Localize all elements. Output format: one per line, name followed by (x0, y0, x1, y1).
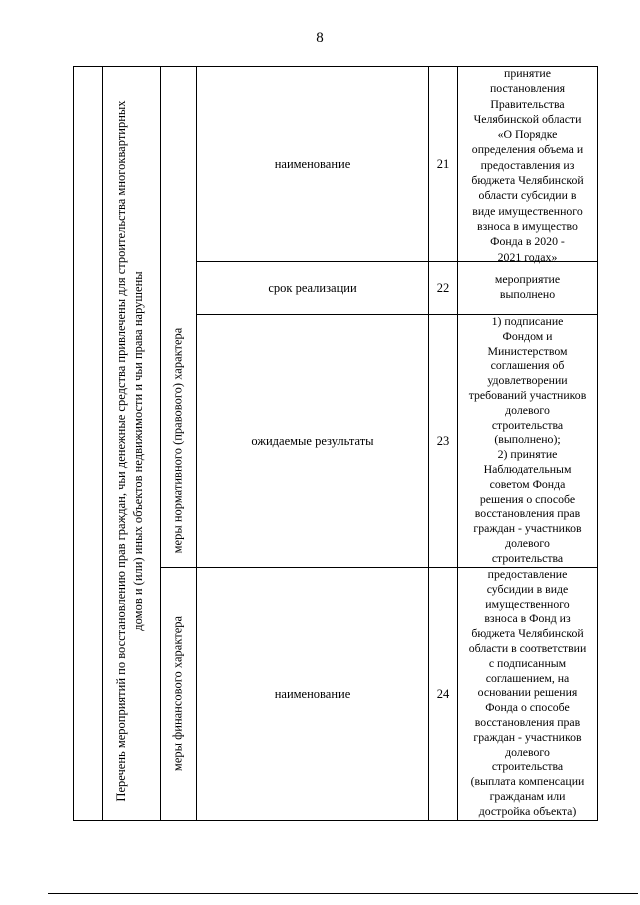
group-label-financial: меры финансового характера (170, 615, 185, 772)
row-21-value: принятие постановления Правительства Челябинской области «О Порядке определения объема и предоставления из бюджета Челябинской области субсидии в виде имущественного взноса в имущество Фонда в 2020 - 2021 годах» (471, 66, 584, 264)
row-21-field: наименование (274, 156, 351, 171)
row-23-number: 23 (436, 433, 450, 448)
page-number: 8 (316, 30, 324, 46)
row-22-number: 22 (436, 280, 450, 295)
col-line-2 (160, 66, 161, 821)
row-21-number: 21 (436, 156, 450, 171)
row-22-value: мероприятие выполнено (494, 272, 561, 302)
row-23-field: ожидаемые результаты (251, 433, 374, 448)
row-24-value: предоставление субсидии в виде имущественного взноса в Фонд из бюджета Челябинской области в соответствии с подписанным соглашением, на основании решения Фонда о способе восстановления прав граждан - участников долевого строительства (выплата компенсации гражданам или достройка объекта) (468, 567, 587, 818)
row-24-number: 24 (436, 686, 450, 701)
col-line-1 (102, 66, 103, 821)
column-header-line-1: Перечень мероприятий по восстановлению прав граждан, чьи денежные средства привлечены для строительства многоквартирных (114, 100, 128, 802)
table-column-header (113, 74, 147, 828)
group-label-normative: меры нормативного (правового) характера (170, 327, 185, 554)
column-header-line-2: домов и (или) иных объектов недвижимости и чьи права нарушены (131, 271, 145, 631)
table-border-right (597, 66, 598, 821)
table-border-bottom (73, 820, 598, 821)
table-border-left (73, 66, 74, 821)
row-23-value: 1) подписание Фондом и Министерством соглашения об удовлетворении требований участников долевого строительства (выполнено); 2) принятие Наблюдательным советом Фонда решения о способе восстановления прав граждан - участников долевого строительства (468, 314, 587, 565)
page-bottom-rule (48, 893, 638, 894)
row-22-field: срок реализации (268, 280, 357, 295)
row-24-field: наименование (274, 686, 351, 701)
